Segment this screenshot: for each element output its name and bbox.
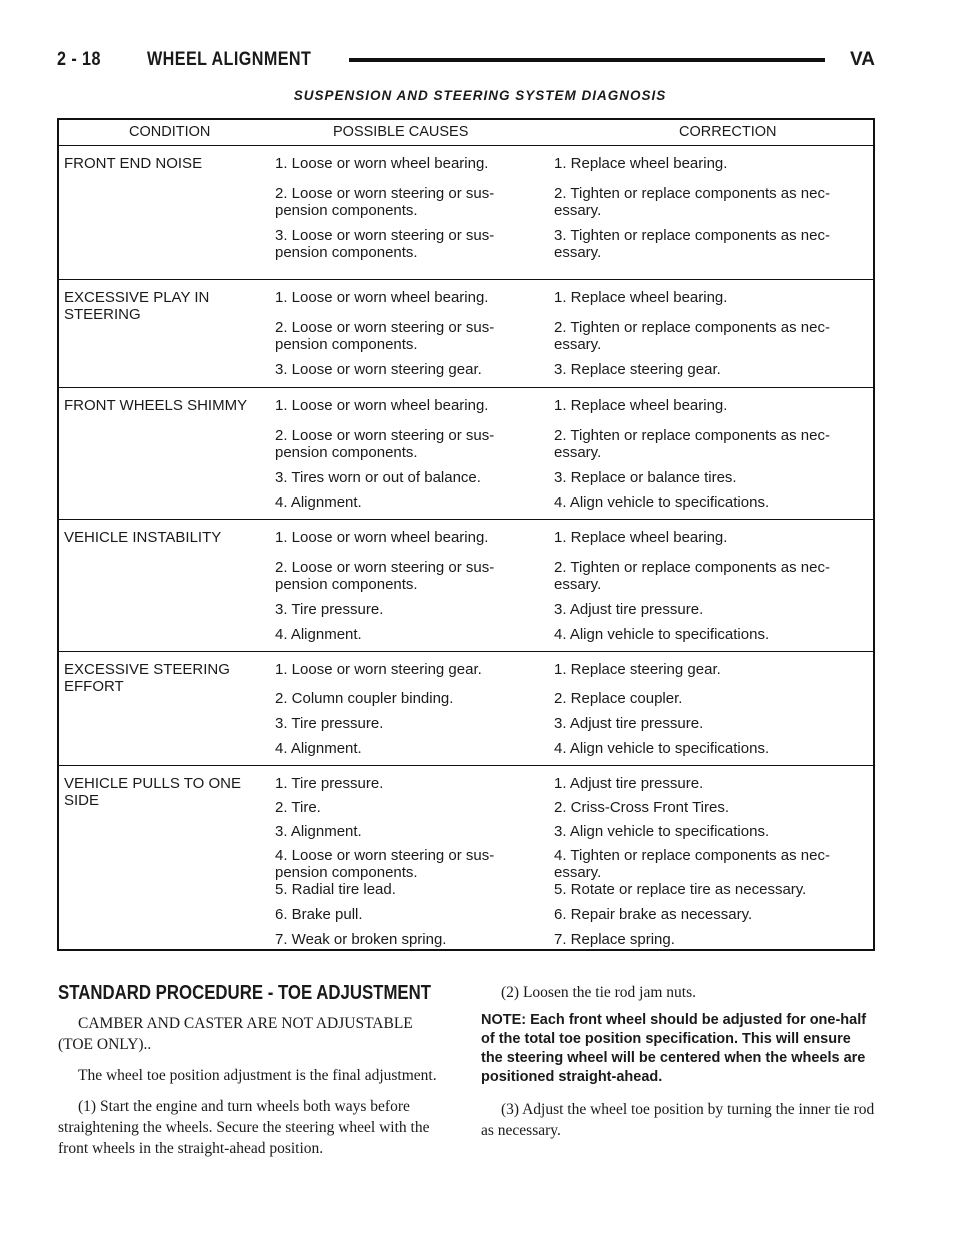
possible-cause: 2. Column coupler binding. [275, 690, 454, 707]
correction: 3. Replace or balance tires. [554, 469, 737, 486]
possible-cause: 2. Loose or worn steering or sus-pension components. [275, 319, 495, 353]
possible-cause: 2. Loose or worn steering or sus-pension components. [275, 559, 495, 593]
table-title: SUSPENSION AND STEERING SYSTEM DIAGNOSIS [293, 88, 667, 103]
possible-cause: 1. Tire pressure. [275, 775, 384, 792]
page-header [57, 49, 875, 73]
table-header-row [59, 120, 873, 146]
possible-cause: 1. Loose or worn wheel bearing. [275, 155, 489, 172]
page-number: 2 - 18 [57, 49, 101, 70]
correction: 2. Tighten or replace components as nec-essary. [554, 427, 830, 461]
correction: 7. Replace spring. [554, 931, 675, 948]
procedure-paragraph: CAMBER AND CASTER ARE NOT ADJUSTABLE (TOE ONLY).. [58, 1015, 413, 1053]
table-row [59, 519, 873, 652]
table-row [59, 387, 873, 520]
correction: 1. Replace steering gear. [554, 661, 721, 678]
possible-cause: 3. Loose or worn steering or sus-pension components. [275, 227, 495, 261]
column-header-condition: CONDITION [129, 124, 211, 140]
possible-cause: 7. Weak or broken spring. [275, 931, 447, 948]
correction: 5. Rotate or replace tire as necessary. [554, 881, 807, 898]
possible-cause: 1. Loose or worn wheel bearing. [275, 397, 489, 414]
vehicle-code: VA [850, 49, 875, 70]
correction: 3. Replace steering gear. [554, 361, 721, 378]
correction: 1. Replace wheel bearing. [554, 155, 728, 172]
column-header-correction: CORRECTION [679, 124, 777, 140]
possible-cause: 3. Tires worn or out of balance. [275, 469, 481, 486]
correction: 2. Tighten or replace components as nec-essary. [554, 559, 830, 593]
correction: 1. Replace wheel bearing. [554, 289, 728, 306]
correction: 1. Adjust tire pressure. [554, 775, 704, 792]
correction: 4. Align vehicle to specifications. [554, 626, 770, 643]
correction: 2. Tighten or replace components as nec-essary. [554, 185, 830, 219]
correction: 3. Tighten or replace components as nec-essary. [554, 227, 830, 261]
correction: 1. Replace wheel bearing. [554, 397, 728, 414]
procedure-step-1: (1) Start the engine and turn wheels both ways before straightening the wheels. Secure the steering wheel with the front wheels in the straight-ahead position. [58, 1098, 430, 1157]
procedure-note: NOTE: Each front wheel should be adjusted for one-half of the total toe position specification. This will ensure the steering wheel will be centered when the wheels are positioned straight-ahead. [481, 1012, 867, 1085]
possible-cause: 3. Tire pressure. [275, 715, 384, 732]
correction: 1. Replace wheel bearing. [554, 529, 728, 546]
header-rule [349, 58, 825, 62]
condition-cell: VEHICLE INSTABILITY [64, 529, 222, 546]
possible-cause: 4. Alignment. [275, 626, 362, 643]
procedure-left-column [58, 982, 450, 1169]
column-header-causes: POSSIBLE CAUSES [333, 124, 469, 140]
section-title: WHEEL ALIGNMENT [147, 49, 312, 70]
condition-cell: EXCESSIVE STEERING EFFORT [64, 661, 230, 695]
table-row [59, 765, 873, 951]
diagnosis-table [57, 118, 875, 951]
correction: 6. Repair brake as necessary. [554, 906, 753, 923]
correction: 3. Adjust tire pressure. [554, 601, 704, 618]
procedure-paragraph: The wheel toe position adjustment is the final adjustment. [78, 1067, 437, 1084]
possible-cause: 4. Loose or worn steering or sus-pension components. [275, 847, 495, 881]
correction: 3. Align vehicle to specifications. [554, 823, 770, 840]
possible-cause: 3. Loose or worn steering gear. [275, 361, 482, 378]
correction: 4. Tighten or replace components as nec-essary. [554, 847, 830, 881]
correction: 4. Align vehicle to specifications. [554, 494, 770, 511]
table-row [59, 145, 873, 280]
possible-cause: 1. Loose or worn wheel bearing. [275, 529, 489, 546]
possible-cause: 3. Tire pressure. [275, 601, 384, 618]
condition-cell: FRONT END NOISE [64, 155, 203, 172]
possible-cause: 2. Tire. [275, 799, 321, 816]
correction: 2. Tighten or replace components as nec-essary. [554, 319, 830, 353]
possible-cause: 3. Alignment. [275, 823, 362, 840]
table-row [59, 651, 873, 766]
correction: 2. Criss-Cross Front Tires. [554, 799, 730, 816]
possible-cause: 6. Brake pull. [275, 906, 363, 923]
possible-cause: 1. Loose or worn wheel bearing. [275, 289, 489, 306]
possible-cause: 2. Loose or worn steering or sus-pension components. [275, 185, 495, 219]
condition-cell: VEHICLE PULLS TO ONE SIDE [64, 775, 242, 809]
correction: 3. Adjust tire pressure. [554, 715, 704, 732]
possible-cause: 4. Alignment. [275, 494, 362, 511]
procedure-title: STANDARD PROCEDURE - TOE ADJUSTMENT [58, 982, 432, 1004]
procedure-step-2: (2) Loosen the tie rod jam nuts. [501, 984, 696, 1001]
procedure-step-3: (3) Adjust the wheel toe position by turning the inner tie rod as necessary. [481, 1101, 875, 1139]
procedure-right-column [481, 982, 875, 1151]
possible-cause: 5. Radial tire lead. [275, 881, 396, 898]
possible-cause: 4. Alignment. [275, 740, 362, 757]
table-row [59, 279, 873, 388]
correction: 4. Align vehicle to specifications. [554, 740, 770, 757]
possible-cause: 2. Loose or worn steering or sus-pension components. [275, 427, 495, 461]
condition-cell: EXCESSIVE PLAY IN STEERING [64, 289, 210, 323]
correction: 2. Replace coupler. [554, 690, 683, 707]
possible-cause: 1. Loose or worn steering gear. [275, 661, 482, 678]
condition-cell: FRONT WHEELS SHIMMY [64, 397, 248, 414]
